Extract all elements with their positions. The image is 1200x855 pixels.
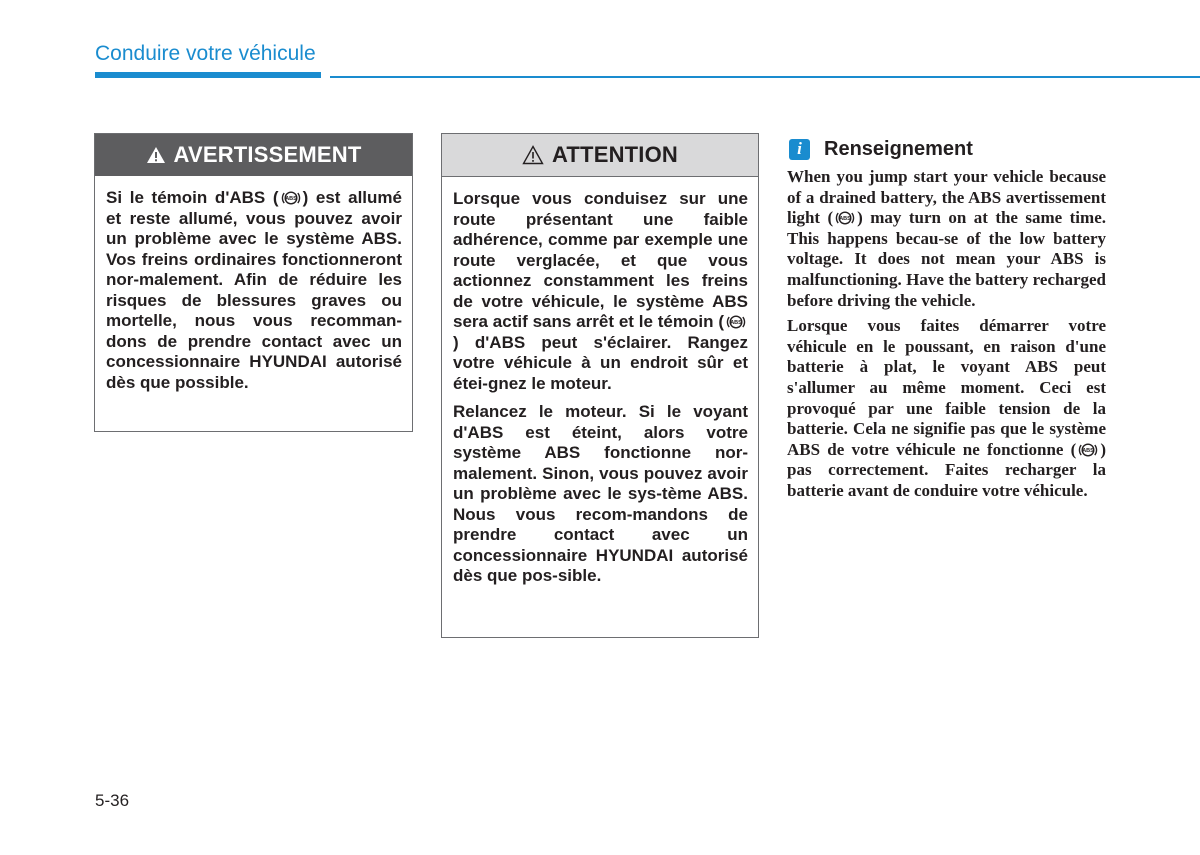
warning-text-part1: Si le témoin d'ABS ( [106,188,279,207]
caution-paragraph-1 [453,189,748,394]
header-rule-thick [95,72,321,78]
warning-header [95,134,412,176]
caution-paragraph-2: Relancez le moteur. Si le voyant d'ABS est éteint, alors votre système ABS fonctionne nor-malement. Sinon, vous pouvez avoir un problème avec le sys-tème ABS. Nous vous recom-mandons de prendre contact avec un concessionnaire HYUNDAI autorisé dès que pos-sible. [453,402,748,585]
info-text-part2: ) may turn on at the same time. This happens becau-se of the low battery voltage. It does not mean your ABS is malfunctioning. Have the battery recharged before driving the vehicle. [787,208,1106,310]
svg-text:ABS: ABS [839,216,851,223]
warning-text-part2: ) est allumé et reste allumé, vous pouvez avoir un problème avec le système ABS. Vos freins ordinaires fonctionneront nor-malement. Afin de réduire les risques de blessures graves ou mortelle, nous vous recomman-dons de prendre contact avec un concessionnaire HYUNDAI autorisé dès que possible. [106,188,402,392]
abs-icon [281,190,301,206]
info-text-part3: Lorsque vous faites démarrer votre véhicule en le poussant, en raison d'une batterie à plat, le voyant ABS peut s'allumer au même moment. Ceci est provoqué par une faible tension de la batterie. Cela ne signifie pas que le système ABS de votre véhicule ne fonctionne ( [787,316,1106,459]
info-paragraph-1 [787,167,1106,311]
info-text-part1: When you jump start your vehicle because of a drained battery, the ABS avertissement light ( [787,167,1106,228]
abs-icon [726,314,746,330]
warning-title: AVERTISSEMENT [173,142,362,167]
info-body [787,167,1106,502]
info-section [787,136,1106,507]
caution-text-part2: ) d'ABS peut s'éclairer. Rangez votre véhicule à un endroit sûr et étei-gnez le moteur. [453,332,748,393]
svg-text:ABS: ABS [284,196,297,202]
warning-triangle-icon [146,146,166,164]
info-icon: i [789,139,810,160]
caution-text-part1: Lorsque vous conduisez sur une route présentant une faible adhérence, comme par exemple une route verglacée, et que vous actionnez constamment les freins de votre véhicule, le système ABS sera actif sans arrêt et le témoin ( [453,189,748,331]
caution-body [442,177,758,587]
info-header [787,136,1106,162]
info-paragraph-2 [787,316,1106,501]
svg-text:ABS: ABS [1082,447,1095,454]
caution-header [442,134,758,177]
caution-box [441,133,759,638]
svg-text:ABS: ABS [730,320,742,326]
warning-body [95,176,412,393]
page-number: 5-36 [95,791,130,810]
abs-icon [1078,442,1098,458]
header-rule-thin [330,76,1200,78]
warning-box [94,133,413,432]
warning-text [106,188,402,393]
caution-title: ATTENTION [551,142,679,167]
info-title: Renseignement [824,137,973,160]
abs-icon [835,210,855,226]
info-text-part4: ) pas correctement. Faites recharger la batterie avant de conduire votre véhicule. [787,439,1106,500]
caution-triangle-icon [522,145,544,165]
section-title: Conduire votre véhicule [95,42,316,65]
